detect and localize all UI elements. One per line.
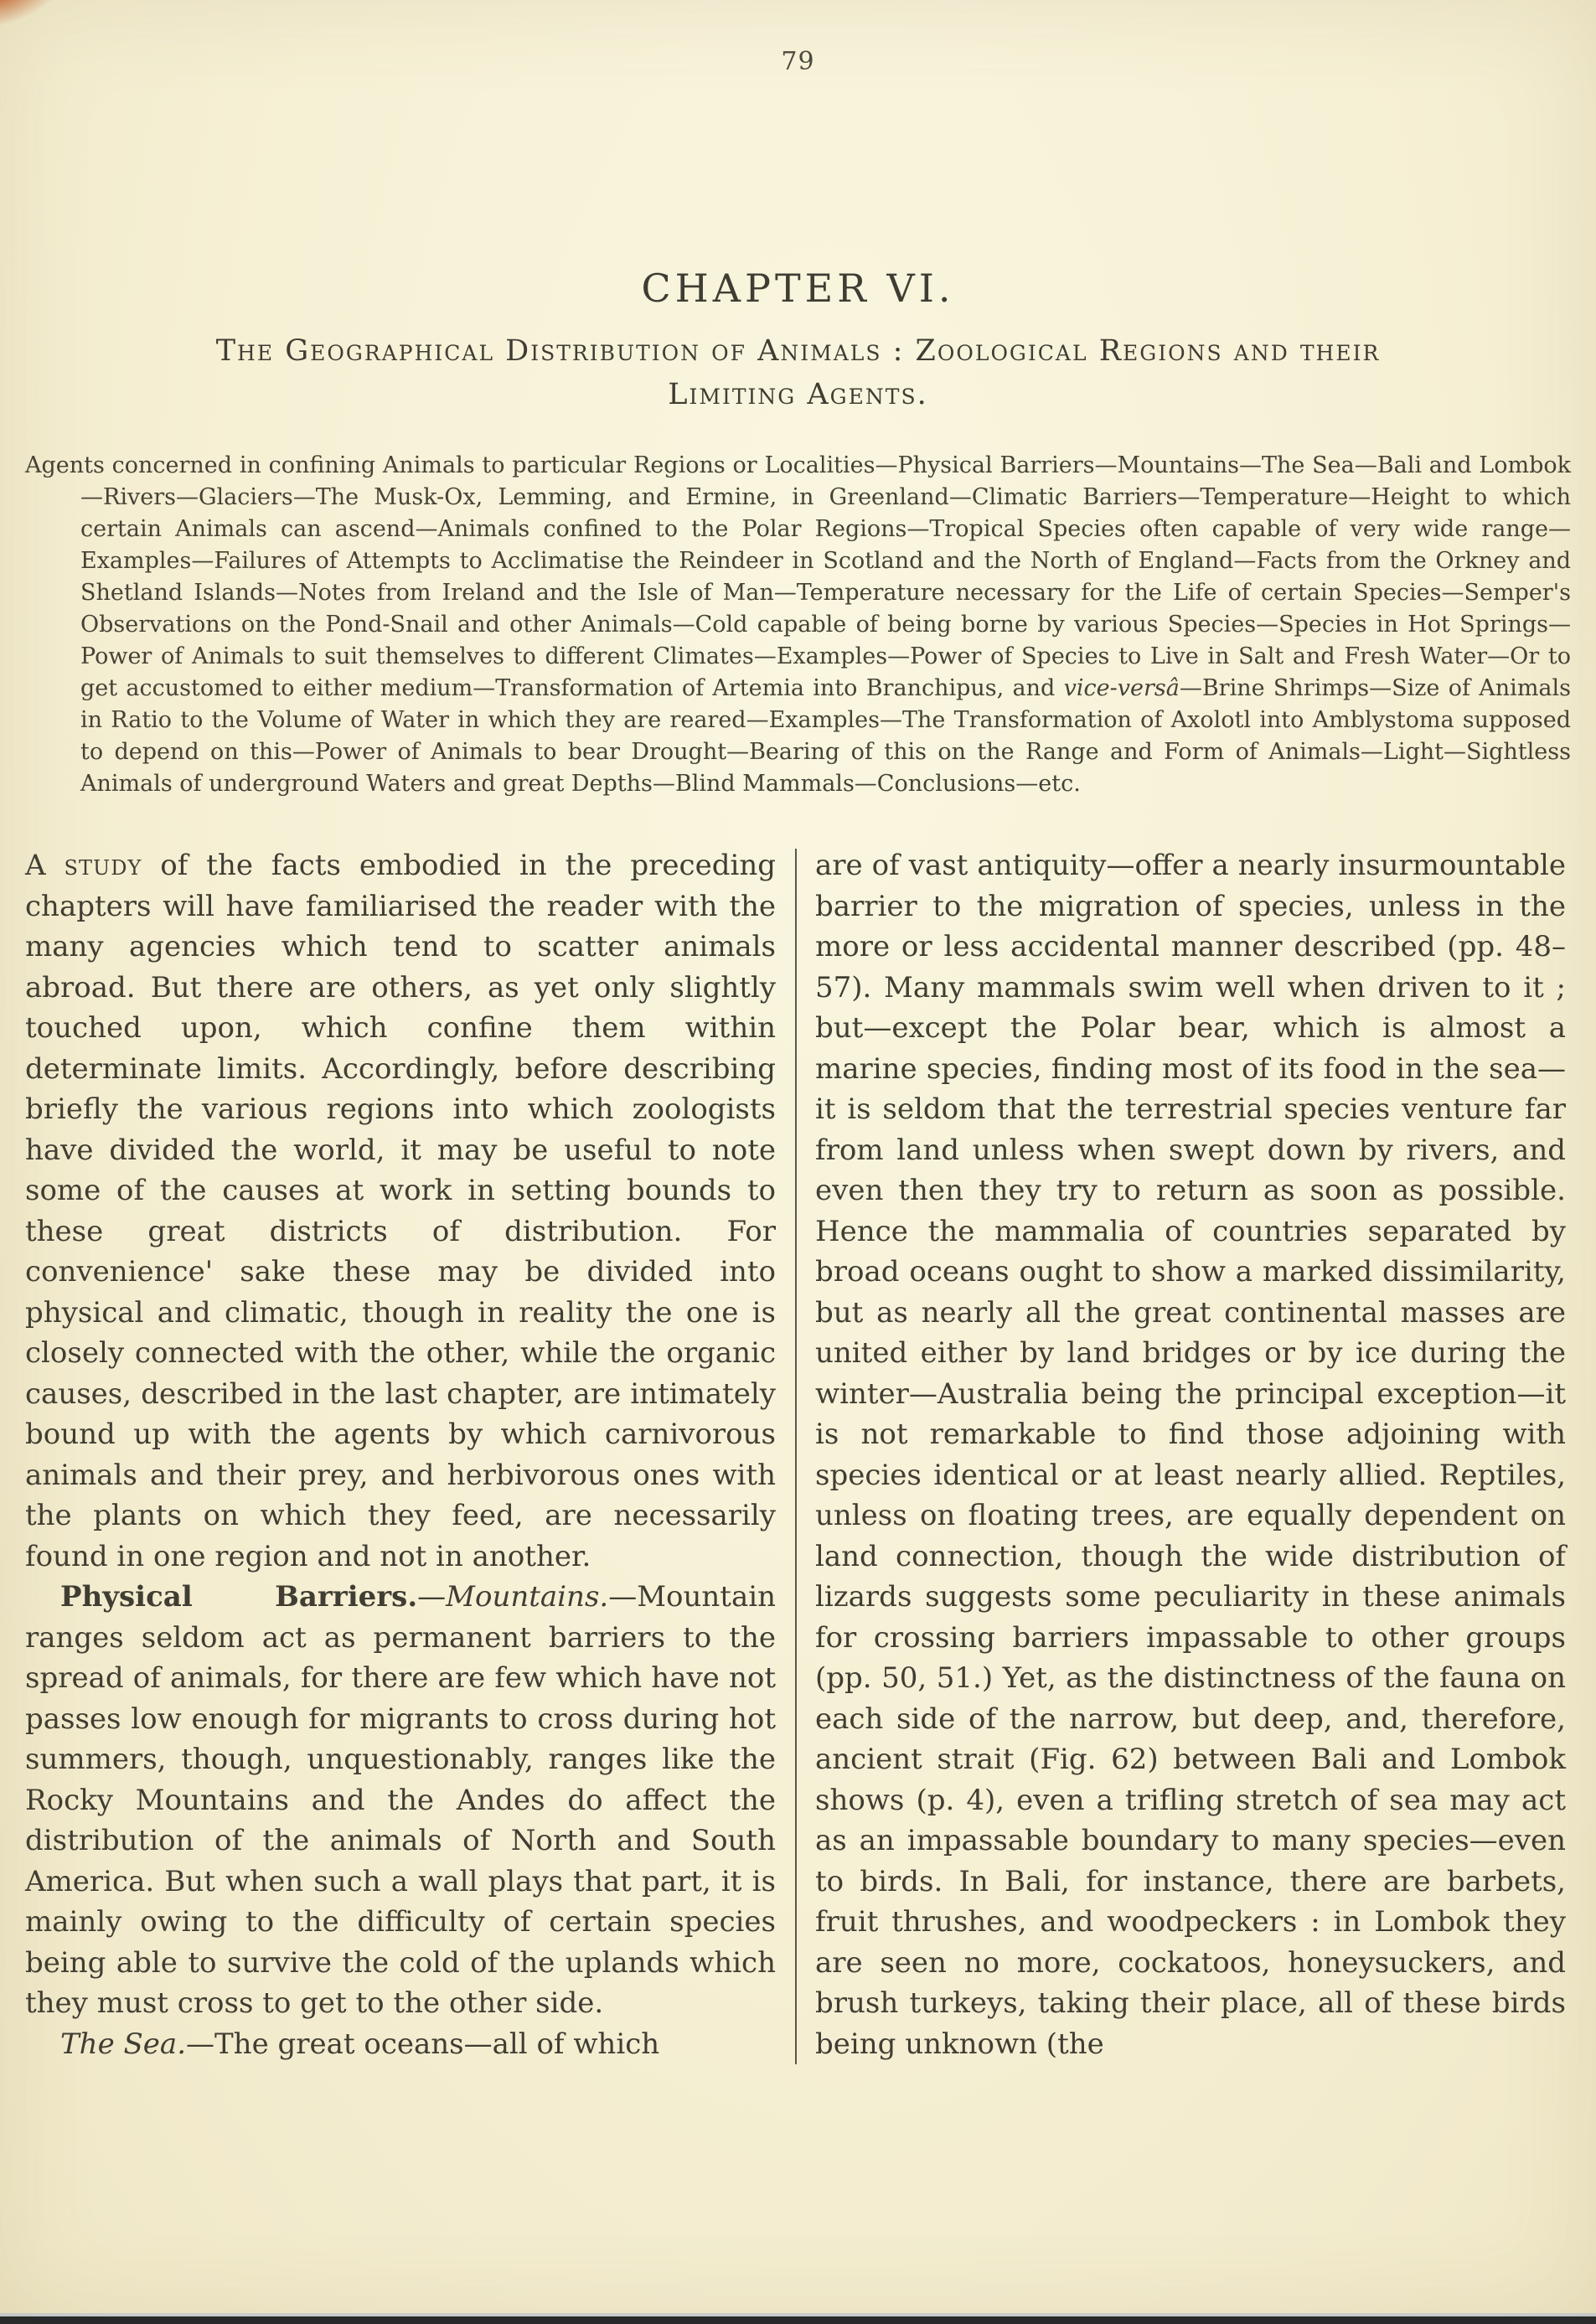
text-segment: study	[64, 849, 142, 882]
left-column	[25, 845, 776, 2064]
chapter-subtitle	[25, 329, 1571, 416]
text-segment: A	[25, 849, 65, 882]
body-columns	[25, 845, 1571, 2064]
chapter-summary	[25, 450, 1571, 800]
paragraph	[25, 1577, 776, 2024]
text-segment: —Mountain ranges seldom act as permanent barriers to the spread of animals, for there are few which have not passes low enough for migrants to cross during hot summers, though, unquestionably, ranges like the Rocky Mountains and the Andes do affect the distribution of the animals of North and South America. But when such a wall plays that part, it is mainly owing to the difficulty of certain species being able to survive the cold of the uplands which they must cross to get to the other side.	[25, 1580, 776, 2020]
text-segment: The Sea.	[60, 2027, 186, 2061]
paragraph	[815, 845, 1566, 2064]
chapter-subtitle-line-2: Limiting Agents.	[668, 378, 928, 411]
chapter-heading: CHAPTER VI.	[641, 266, 955, 311]
chapter-subtitle-line-1: The Geographical Distribution of Animals : Zoological Regions and their	[215, 334, 1381, 368]
text-segment: —Brine Shrimps—Size of Animals in Ratio to the Volume of Water in which they are reared—Examples—The Transformation of Axolotl into Amblystoma supposed to depend on this—Power of Animals to bear Drought—Bearing of this on the Range and Form of Animals—Light—Sightless Animals of underground Waters and great Depths—Blind Mammals—Conclusions—etc.	[80, 675, 1572, 797]
scan-edge-dark	[0, 2316, 1596, 2324]
column-divider	[795, 849, 797, 2064]
text-segment: Physical Barriers.	[60, 1580, 418, 1614]
text-segment: Agents concerned in confining Animals to particular Regions or Localities—Physical Barriers—Mountains—The Sea—Bali and Lombok—Rivers—Glaciers—The Musk-Ox, Lemming, and Ermine, in Greenland—Climatic Barriers—Temperature—Height to which certain Animals can ascend—Animals confined to the Polar Regions—Tropical Species often capable of very wide range—Examples—Failures of Attempts to Acclimatise the Reindeer in Scotland and the North of England—Facts from the Orkney and Shetland Islands—Notes from Ireland and the Isle of Man—Temperature necessary for the Life of certain Species—Semper's Observations on the Pond-Snail and other Animals—Cold capable of being borne by various Species—Species in Hot Springs—Power of Animals to suit themselves to different Climates—Examples—Power of Species to Live in Salt and Fresh Water—Or to get accustomed to either medium—Transformation of Artemia into Branchipus, and	[25, 452, 1571, 701]
text-segment: Mountains.	[446, 1580, 609, 1614]
text-segment: of the facts embodied in the preceding chapters will have familiarised the reader with the many agencies which tend to scatter animals abroad. But there are others, as yet only slightly touched upon, which confine them within determinate limits. Accordingly, before describing briefly the various regions into which zoologists have divided the world, it may be useful to note some of the causes at work in setting bounds to these great districts of distribution. For convenience' sake these may be divided into physical and climatic, though in reality the one is closely connected with the other, while the organic causes, described in the last chapter, are intimately bound up with the agents by which carnivorous animals and their prey, and herbivorous ones with the plants on which they feed, are necessarily found in one region and not in another.	[25, 849, 776, 1573]
page-number: 79	[781, 47, 815, 76]
text-segment: vice-versâ	[1063, 675, 1180, 701]
text-segment: are of vast antiquity—offer a nearly insurmountable barrier to the migration of species, unless in the more or less accidental manner described (pp. 48–57). Many mammals swim well when driven to it ; but—except the Polar bear, which is almost a marine species, finding most of its food in the sea—it is seldom that the terrestrial species venture far from land unless when swept down by rivers, and even then they try to return as soon as possible. Hence the mammalia of countries separated by broad oceans ought to show a marked dissimilarity, but as nearly all the great continental masses are united either by land bridges or by ice during the winter—Australia being the principal exception—it is not remarkable to find those adjoining with species identical or at least nearly allied. Reptiles, unless on floating trees, are equally dependent on land connection, though the wide distribution of lizards suggests some peculiarity in these animals for crossing barriers impassable to other groups (pp. 50, 51.) Yet, as the distinctness of the fauna on each side of the narrow, but deep, and, therefore, ancient strait (Fig. 62) between Bali and Lombok shows (p. 4), even a trifling stretch of sea may act as an impassable boundary to many species—even to birds. In Bali, for instance, there are barbets, fruit thrushes, and woodpeckers : in Lombok they are seen no more, cockatoos, honeysuckers, and brush turkeys, taking their place, all of these birds being unknown (the	[815, 849, 1566, 2061]
text-segment: —	[417, 1580, 447, 1614]
right-column	[815, 845, 1566, 2064]
paragraph	[25, 845, 776, 1577]
paragraph	[25, 2024, 776, 2065]
text-segment: —The great oceans—all of which	[186, 2027, 660, 2061]
